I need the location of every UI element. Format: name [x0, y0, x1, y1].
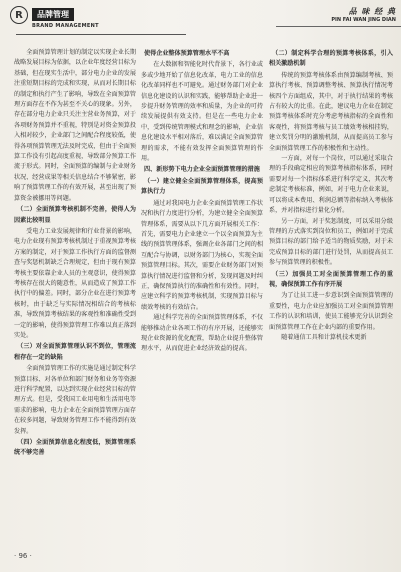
- text-column-middle: [141, 48, 263, 548]
- text-column-right: [269, 48, 393, 548]
- body-paragraph: 通过科学完善的全面预算管理体系，不仅能够推动企业各项工作的有序开展，还能够实现企业资源的优化配置，帮助企业提升整体管理水平，从而促进企业经济效益的提高。: [141, 314, 263, 353]
- section-heading: （一）建立健全全面预算管理体系，提高预算执行力: [141, 177, 263, 196]
- header-divider-right: [276, 26, 401, 27]
- page-number: · 96 ·: [14, 552, 32, 560]
- body-paragraph: 另一方面，对于奖惩制度，可以采用分级管理的方式落实到岗位和员工，例如对于完成预算目标的部门给予适当的物质奖励，对于未完成预算目标的部门进行处罚，从而提高员工参与预算管理的积极性。: [269, 217, 393, 267]
- section-heading: （四）全面预算信息化程度低，预算管理系统不够完善: [14, 439, 136, 457]
- section-heading: （三）加强员工对全面预算管理工作的重视，确保预算工作有序开展: [269, 270, 393, 288]
- magazine-pinyin: PIN FAI WAN JING DIAN: [331, 17, 396, 23]
- magazine-title: 品 味 经 典: [348, 7, 396, 16]
- body-paragraph: 传统的预算考核体系由预算编制考核、预算执行考核、预算调整考核、预算执行情况考核四个方面组成，其中，对于执行结果的考核占有较大的比重。在此，建议电力企业在制定预算考核体系时充分考虑考核指标的全面性和客观性，将预算考核与员工绩效考核相挂钩，建立奖罚分明的激励机制，从而提高员工参与全面预算管理工作的积极性和主动性。: [269, 71, 393, 152]
- magazine-logo-icon: R: [10, 6, 28, 24]
- text-column-left: [14, 48, 136, 548]
- section-heading: 四、新形势下电力企业全面预算管理的措施: [144, 166, 260, 174]
- section-heading: （二）全面预算考核机制不完善，使得人为因素比较明显: [14, 206, 136, 224]
- page-header: [8, 4, 398, 44]
- column-tag: 品牌管理: [32, 8, 74, 21]
- body-paragraph: 全面预算管理计划的制定以实现企业长期战略发展目标为依据，以企业年度经营目标为基础，但在现实生活中，部分电力企业的发展注重短期目标的完成和实现，从而对长期目标的制定和执行产生了影响，导致在全面预算管理方面存在不作为甚至不关心的现象。另外，存在部分电力企业只关注主营业务预算，对于各项财务预算并不重视，特别是对资金预算投入相对较少，企业部门之间配合程度较低，使得各项预算管理无法及时完成，但由于全面预算工作没有引起高度重视，导致部分预算工作流于形式。同时，全面预算的编制与企业财务状况、经营成果等相关信息结合不够紧密，影响了预算管理工作的有效开展，甚至出现了预算资金被挪用等问题。: [14, 49, 136, 202]
- section-heading: （三）对全面预算管理认识不到位，管理流程存在一定的缺陷: [14, 343, 136, 361]
- body-paragraph: 在大数据和智能化时代背景下，各行业或多或少地开始了信息化改革，电力工业的信息化改革同样也不可避免。通过财务部门对企业信息化建设的认识和实践，能够帮助企业进一步提升财务管理的效率和质量，为企业的可持续发展提供有效支持。但是在一些电力企业中，受到传统管理模式和理念的影响，企业信息化建设水平相对落后，难以满足全面预算管理的需求，不能有效发挥全面预算管理的作用。: [141, 61, 263, 163]
- section-heading: （二）制定科学合理的预算考核体系，引入相关激励机制: [269, 50, 393, 68]
- body-paragraph: 受电力工业发展规律和行业背景的影响，电力企业现有预算考核机制过于重视预算考核方案的制定，对于预算工作执行方面的监督测查与奖惩机制缺乏合理规定，但由于现有预算考核主要依靠企业人员的主观意识，使得预算考核存在很大的随意性，从而造成了预算工作执行中的偏差。同时，部分企业在进行预算考核时，由于缺乏与实际情况相结合的考核标准，导致预算考核结果的客观性和准确性受到一定的影响，使得预算管理工作难以真正落到实处。: [14, 227, 136, 339]
- body-paragraph: 为了让员工进一步意识到全面预算管理的重要性，电力企业应加强员工对全面预算管理工作的认识和培训，使员工能够充分认识到全面预算管理工作在企业内部的重要作用。: [269, 292, 393, 331]
- body-paragraph: 随着通信工具和计算机技术更新: [281, 333, 367, 341]
- header-divider-left: [16, 34, 186, 35]
- section-heading: 使得企业整体预算管理水平不高: [144, 50, 230, 57]
- column-english-title: BRAND MANAGEMENT: [32, 23, 99, 29]
- body-paragraph: 一方面，对每一个岗位，可以通过采取合理的手段确定相应的预算考核指标体系，同时需要对每一个指标体系进行科学定义，其次考虑制定考核标准，例如，对于电力企业来说，可以将成本费用、利润总额等指标纳入考核体系，并对指标进行量化分析。: [269, 155, 393, 215]
- body-paragraph: 全面预算管理工作的实施是通过制定科学预算目标、对各单位和部门财务和业务等资源进行科学配置，以达到实现企业经营目标的管理方式。但是，受我国工业用电和生活用电等需求的影响，电力企业在全面预算管理方面存在较多问题，导致财务管理工作不能得到有效发挥。: [14, 365, 136, 435]
- body-paragraph: 通过对我国电力企业全面预算管理工作状况和执行力度进行分析，为建立健全全面预算管理体系，需要从以下几方面开展相关工作：首先，需要电力企业建立一个以全面预算为主线的预算管理体系，强调企业各部门之间的相互配合与协调，以财务部门为核心，实现全面预算管理目标。其次，需要企业财务部门对预算执行情况进行监督和分析，发现问题及时纠正，确保预算执行的准确性和有效性。同时，应建立科学的预算考核机制，实现预算目标与绩效考核的有效结合。: [141, 199, 263, 311]
